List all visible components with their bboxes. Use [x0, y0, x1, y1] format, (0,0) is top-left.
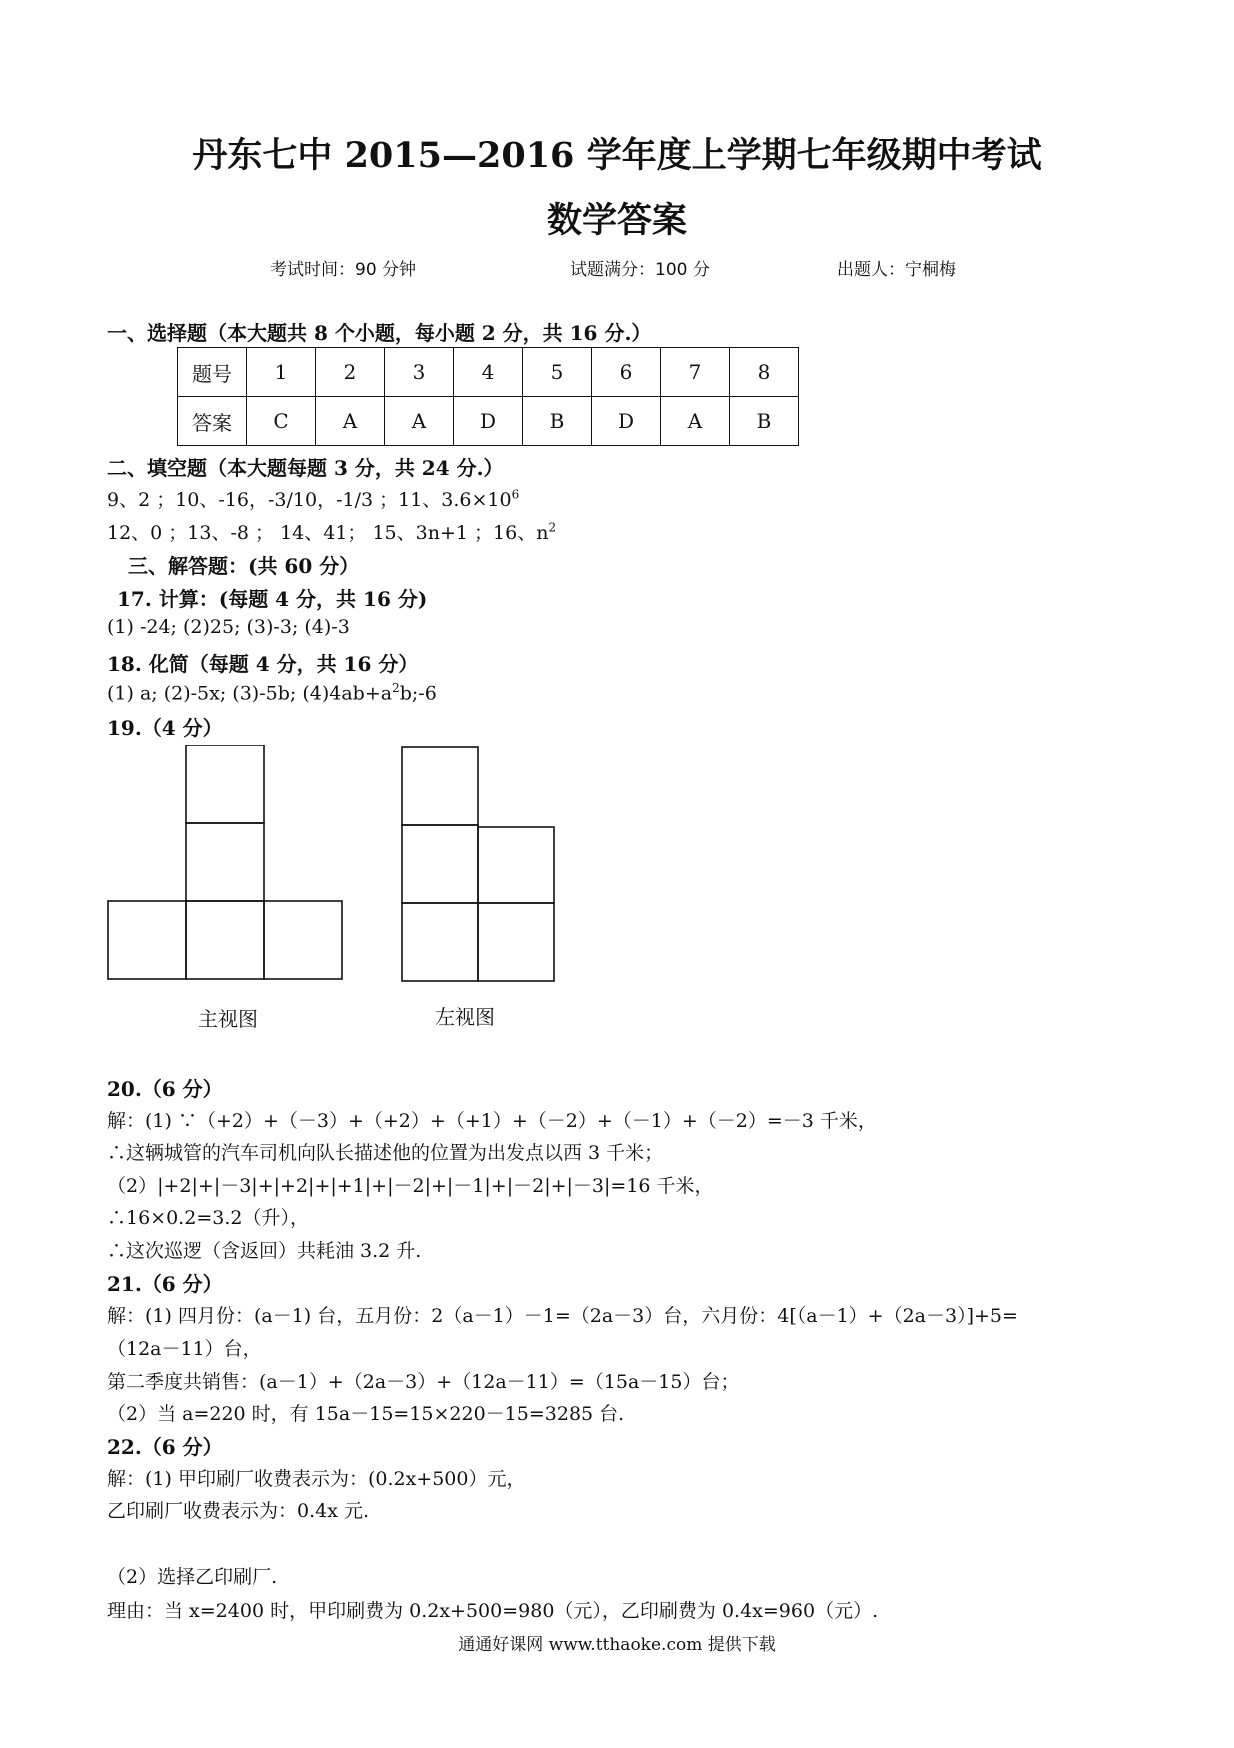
q18-answer-text: b;-6 [399, 682, 437, 705]
q21-line: 第二季度共销售：(a－1）+（2a－3）+（12a－11）=（15a－15）台； [107, 1371, 740, 1393]
q18-answer-text: (1) a; (2)-5x; (3)-5b; (4)4ab+a [107, 682, 393, 705]
table-cell: 1 [247, 348, 316, 397]
table-cell: 2 [316, 348, 385, 397]
q22-line: 理由：当 x=2400 时，甲印刷费为 0.2x+500=980（元），乙印刷费为 0.4x=960（元）. [107, 1600, 879, 1622]
table-cell: 5 [523, 348, 592, 397]
front-view-cube [186, 745, 264, 823]
fill-answers-line2 [107, 518, 556, 545]
table-cell: B [523, 397, 592, 446]
exponent: 2 [392, 681, 400, 695]
fill-answers-text: 12、0 ；13、-8 ； 14、41； 15、3n+1 ；16、n [107, 522, 549, 544]
q20-line: ∴16×0.2=3.2（升）， [107, 1207, 309, 1229]
exam-score: 试题满分：100 分 [570, 260, 710, 280]
q17-heading: 17. 计算：(每题 4 分，共 16 分) [117, 587, 428, 611]
left-view-diagram [402, 747, 554, 981]
exponent: 6 [511, 487, 520, 502]
q19-heading: 19.（4 分） [107, 716, 223, 740]
section3-heading: 三、解答题：(共 60 分） [128, 554, 360, 578]
left-view-label: 左视图 [435, 1005, 495, 1029]
front-view-label: 主视图 [198, 1007, 258, 1031]
q22-line: 解：(1) 甲印刷厂收费表示为：(0.2x+500）元， [107, 1468, 526, 1490]
table-cell: B [730, 397, 799, 446]
front-view-cube [264, 901, 342, 979]
left-view-cube [402, 825, 478, 903]
section2-heading: 二、填空题（本大题每题 3 分，共 24 分.） [107, 456, 504, 480]
q22-line: （2）选择乙印刷厂. [107, 1566, 278, 1588]
table-cell: A [385, 397, 454, 446]
table-cell: 3 [385, 348, 454, 397]
page-subtitle: 数学答案 [546, 200, 687, 241]
exam-author: 出题人：宁桐梅 [837, 260, 956, 280]
q20-line: （2）|+2|+|－3|+|+2|+|+1|+|－2|+|－1|+|－2|+|－3|=16 千米， [107, 1175, 714, 1197]
front-view-cube [186, 901, 264, 979]
q20-heading: 20.（6 分） [107, 1077, 223, 1101]
answer-table-answer-row [178, 397, 799, 446]
row-label-number: 题号 [178, 348, 247, 397]
q21-line: （12a－11）台， [107, 1338, 262, 1360]
answer-table [177, 347, 799, 446]
q20-line: ∴这辆城管的汽车司机向队长描述他的位置为出发点以西 3 千米； [107, 1142, 664, 1164]
q22-line: 乙印刷厂收费表示为：0.4x 元. [107, 1500, 370, 1522]
table-cell: A [661, 397, 730, 446]
q17-answer: (1) -24; (2)25; (3)-3; (4)-3 [107, 616, 350, 638]
answer-table-number-row [178, 348, 799, 397]
table-cell: 6 [592, 348, 661, 397]
q20-line: ∴这次巡逻（含返回）共耗油 3.2 升. [107, 1240, 422, 1262]
left-view-cube [478, 903, 554, 981]
front-view-cube [186, 823, 264, 901]
fill-answers-line1 [107, 485, 519, 512]
q21-line: （2）当 a=220 时，有 15a－15=15×220－15=3285 台. [107, 1403, 625, 1425]
fill-answers-text: 9、2 ；10、-16，-3/10，-1/3 ；11、3.6×10 [107, 489, 512, 511]
q21-line: 解：(1) 四月份：(a－1) 台，五月份：2（a－1）－1=（2a－3）台，六月份：4[（a－1）+（2a－3）]+5= [107, 1305, 1018, 1327]
left-view-cube [402, 747, 478, 825]
row-label-answer: 答案 [178, 397, 247, 446]
table-cell: D [592, 397, 661, 446]
table-cell: 8 [730, 348, 799, 397]
table-cell: 4 [454, 348, 523, 397]
table-cell: C [247, 397, 316, 446]
table-cell: 7 [661, 348, 730, 397]
front-view-cube [108, 901, 186, 979]
left-view-cube [478, 827, 554, 903]
q18-answer [107, 681, 437, 704]
page-title: 丹东七中 2015—2016 学年度上学期七年级期中考试 [192, 135, 1042, 176]
front-view-diagram [108, 745, 342, 979]
section1-heading: 一、选择题（本大题共 8 个小题，每小题 2 分，共 16 分.） [107, 321, 652, 345]
table-cell: A [316, 397, 385, 446]
q19-views-figure [100, 745, 570, 995]
q20-line: 解：(1) ∵（+2）+（－3）+（+2）+（+1）+（－2）+（－1）+（－2）=－3 千米， [107, 1110, 877, 1132]
q21-heading: 21.（6 分） [107, 1272, 223, 1296]
exponent: 2 [548, 520, 557, 535]
table-cell: D [454, 397, 523, 446]
left-view-cube [402, 903, 478, 981]
page-footer: 通通好课网 www.tthaoke.com 提供下载 [458, 1635, 776, 1655]
exam-time: 考试时间：90 分钟 [270, 260, 417, 280]
q22-heading: 22.（6 分） [107, 1435, 223, 1459]
q18-heading: 18. 化简（每题 4 分，共 16 分） [107, 652, 419, 676]
